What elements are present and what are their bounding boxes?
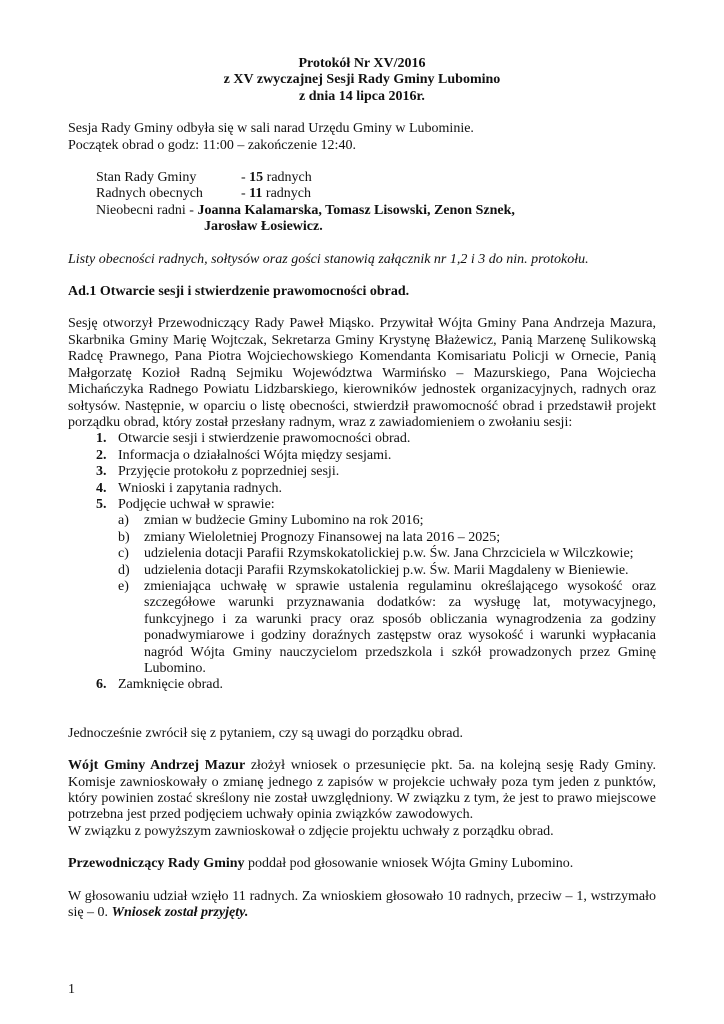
status-row-absent: Nieobecni radni - Joanna Kalamarska, Tomasz Lisowski, Zenon Sznek, [96,202,515,218]
paragraph-question: Jednocześnie zwrócił się z pytaniem, czy są uwagi do porządku obrad. [68,725,463,741]
paragraph-vote-result: W głosowaniu udział wzięło 11 radnych. Za wnioskiem głosowało 10 radnych, przeciw – 1, wstrzymało się – 0. Wniosek został przyjęty. [68,888,656,921]
status-row-total: Stan Rady Gminy - 15 radnych [96,170,312,186]
attendance-note: Listy obecności radnych, sołtysów oraz gości stanowią załącznik nr 1,2 i 3 do nin. protokołu. [68,251,589,267]
agenda-subitem: a) zmian w budżecie Gminy Lubomino na rok 2016; [118,513,424,529]
agenda-subitem: b) zmiany Wieloletniej Prognozy Finansowej na lata 2016 – 2025; [118,529,501,545]
document-page [68,56,656,921]
title-line-2: z XV zwyczajnej Sesji Rady Gminy Lubomino [223,72,501,88]
agenda-item: 3. Przyjęcie protokołu z poprzedniej sesji. [96,464,340,480]
paragraph-wojt-motion: Wójt Gminy Andrzej Mazur złożył wniosek o przesunięcie pkt. 5a. na kolejną sesję Rady Gminy. Komisje zawnioskowały o zmianę jednego z zapisów w projekcie uchwały poza tym jeden z punktów, który powinien zostać skreślony nie został uwzględniony. W związku z tym, że jest to prawo miejscowe potrzebna jest przed podjęciem uchwały opinia związków zawodowych. [68,758,656,823]
page-number: 1 [68,982,75,997]
status-row-absent-cont: Jarosław Łosiewicz. [204,219,323,235]
agenda-item: 4. Wnioski i zapytania radnych. [96,480,283,496]
status-row-present: Radnych obecnych - 11 radnych [96,186,311,202]
protocol-title [68,56,656,105]
agenda-subitem: d) udzielenia dotacji Parafii Rzymskokatolickiej p.w. Św. Marii Magdaleny w Bieniewie. [118,562,629,578]
intro-line-1: Sesja Rady Gminy odbyła się w sali narad Urzędu Gminy w Lubominie. [68,121,474,137]
title-line-3: z dnia 14 lipca 2016r. [299,88,425,104]
agenda-item: 5. Podjęcie uchwał w sprawie: a) zmian w budżecie Gminy Lubomino na rok 2016; b) zmiany Wieloletniej Prognozy Finansowej na lata 2016 – 2025; c) udzielenia dotacji Parafii Rzymskokatolickiej p.w. Św. Jana Chrzciciela w Wilczkowie; d) udzielenia dotacji Parafii Rzymskokatolickiej p.w. Św. Marii Magdaleny w Bieniewie. e) zmieniająca uchwałę w sprawie ustalenia regulaminu określającego wysokość oraz szczegółowe warunki przyznawania dodatków: za wysługę lat, motywacyjnego, funkcyjnego i za warunki pracy oraz sposób obliczania wynagrodzenia za godziny ponadwymiarowe i godziny doraźnych zastępstw oraz wysokość i warunki wypłacania nagród Wójta Gminy nauczycielom przedszkola i szkół prowadzonych przez Gminę Lubomino. [96,496,656,676]
council-status [96,170,656,236]
paragraph-wojt-motion-cont: W związku z powyższym zawnioskował o zdjęcie projektu uchwały z porządku obrad. [68,823,554,839]
section-1-heading: Ad.1 Otwarcie sesji i stwierdzenie prawomocności obrad. [68,284,410,300]
title-line-1: Protokół Nr XV/2016 [298,56,426,71]
agenda-item: 6. Zamknięcie obrad. [96,677,223,693]
agenda-subitem: e) zmieniająca uchwałę w sprawie ustalenia regulaminu określającego wysokość oraz szczegółowe warunki przyznawania dodatków: za wysługę lat, motywacyjnego, funkcyjnego i za warunki pracy oraz sposób obliczania wynagrodzenia za godziny ponadwymiarowe i godziny doraźnych zastępstw oraz wysokość i warunki wypłacania nagród Wójta Gminy nauczycielom przedszkola i szkół prowadzonych przez Gminę Lubomino. [118,578,656,676]
agenda-item: 2. Informacja o działalności Wójta między sesjami. [96,447,392,463]
paragraph-opening: Sesję otworzył Przewodniczący Rady Paweł Miąsko. Przywitał Wójta Gminy Pana Andrzeja Mazura, Skarbnika Gminy Marię Wojtczak, Sekretarza Gminy Krystynę Błażewicz, Panią Marzenę Sulikowską Radcę Prawnego, Pana Piotra Wojciechowskiego Komendanta Komisariatu Policji w Ornecie, Panią Małgorzatę Kozioł Radną Sejmiku Województwa Warmińsko – Mazurskiego, Pana Wojciecha Michańczyka Radnego Powiatu Lidzbarskiego, kierowników jednostek organizacyjnych, radnych oraz sołtysów. Następnie, w oparciu o listę obecności, stwierdził prawomocność obrad i przedstawił projekt porządku obrad, który został przesłany radnym, wraz z zawiadomieniem o zwołaniu sesji: [68,316,656,430]
agenda-list [68,431,656,694]
agenda-item: 1. Otwarcie sesji i stwierdzenie prawomocności obrad. [96,431,411,447]
paragraph-chair-vote: Przewodniczący Rady Gminy poddał pod głosowanie wniosek Wójta Gminy Lubomino. [68,856,574,872]
intro-line-2: Początek obrad o godz: 11:00 – zakończenie 12:40. [68,137,356,153]
agenda-subitem: c) udzielenia dotacji Parafii Rzymskokatolickiej p.w. Św. Jana Chrzciciela w Wilczkowie; [118,546,634,562]
agenda-subitems [118,513,656,677]
